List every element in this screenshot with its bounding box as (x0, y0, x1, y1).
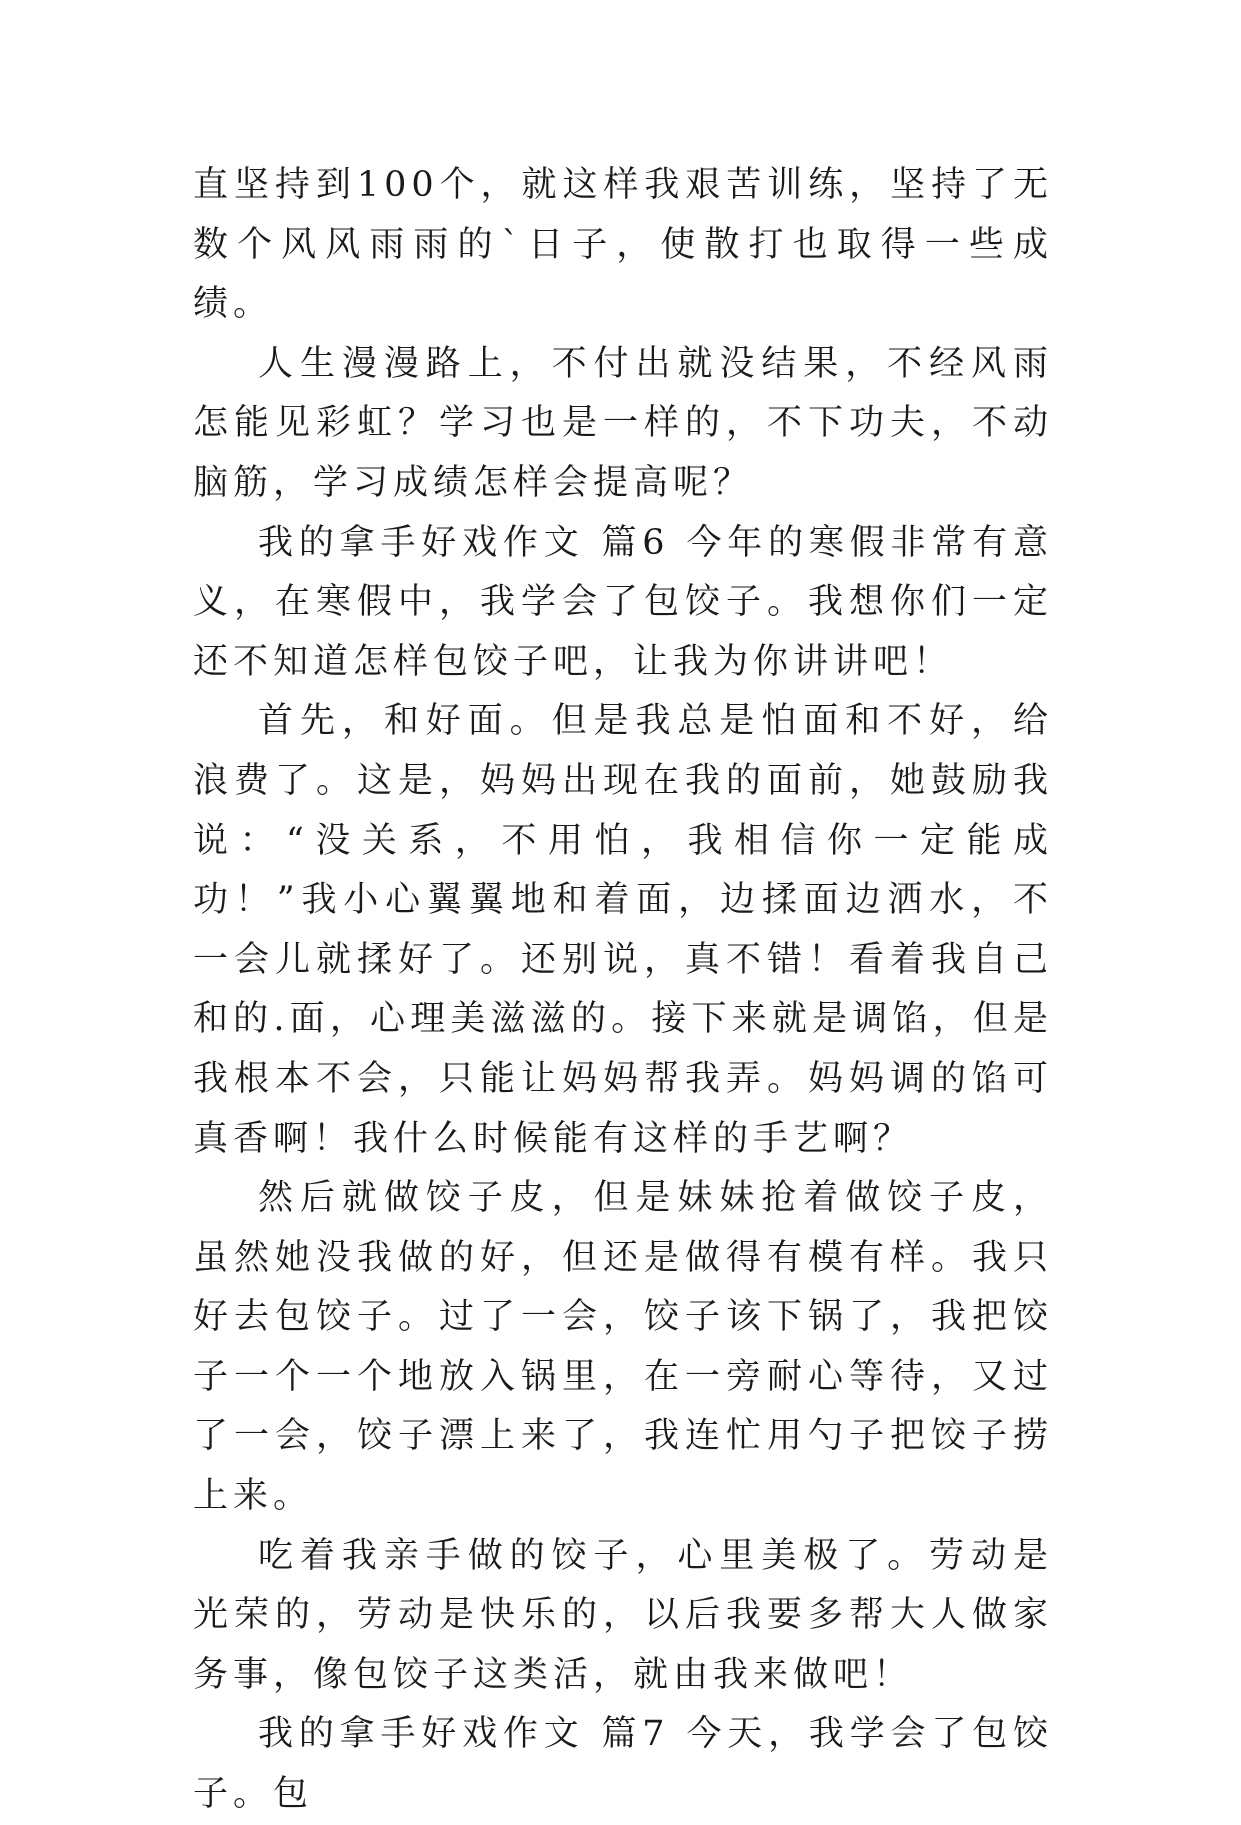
article-body (193, 156, 1053, 1825)
paragraph: 直坚持到100个，就这样我艰苦训练，坚持了无数个风风雨雨的`日子，使散打也取得一些成绩。 (193, 165, 1053, 325)
paragraph: 我的拿手好戏作文 篇7 今天，我学会了包饺子。包 (193, 1714, 1053, 1815)
paragraph: 我的拿手好戏作文 篇6 今年的寒假非常有意义，在寒假中，我学会了包饺子。我想你们一定还不知道怎样包饺子吧，让我为你讲讲吧！ (193, 522, 1053, 682)
paragraph: 吃着我亲手做的饺子，心里美极了。劳动是光荣的，劳动是快乐的，以后我要多帮大人做家务事，像包饺子这类活，就由我来做吧！ (193, 1535, 1053, 1695)
paragraph: 首先，和好面。但是我总是怕面和不好，给浪费了。这是，妈妈出现在我的面前，她鼓励我说：“没关系，不用怕，我相信你一定能成功！”我小心翼翼地和着面，边揉面边洒水，不一会儿就揉好了。还别说，真不错！看着我自己和的.面，心理美滋滋的。接下来就是调馅，但是我根本不会，只能让妈妈帮我弄。妈妈调的馅可真香啊！我什么时候能有这样的手艺啊？ (193, 701, 1053, 1159)
paragraph: 人生漫漫路上，不付出就没结果，不经风雨怎能见彩虹？学习也是一样的，不下功夫，不动脑筋，学习成绩怎样会提高呢？ (193, 343, 1053, 503)
paragraph: 然后就做饺子皮，但是妹妹抢着做饺子皮，虽然她没我做的好，但还是做得有模有样。我只好去包饺子。过了一会，饺子该下锅了，我把饺子一个一个地放入锅里，在一旁耐心等待，又过了一会，饺子漂上来了，我连忙用勺子把饺子捞上来。 (193, 1178, 1053, 1517)
